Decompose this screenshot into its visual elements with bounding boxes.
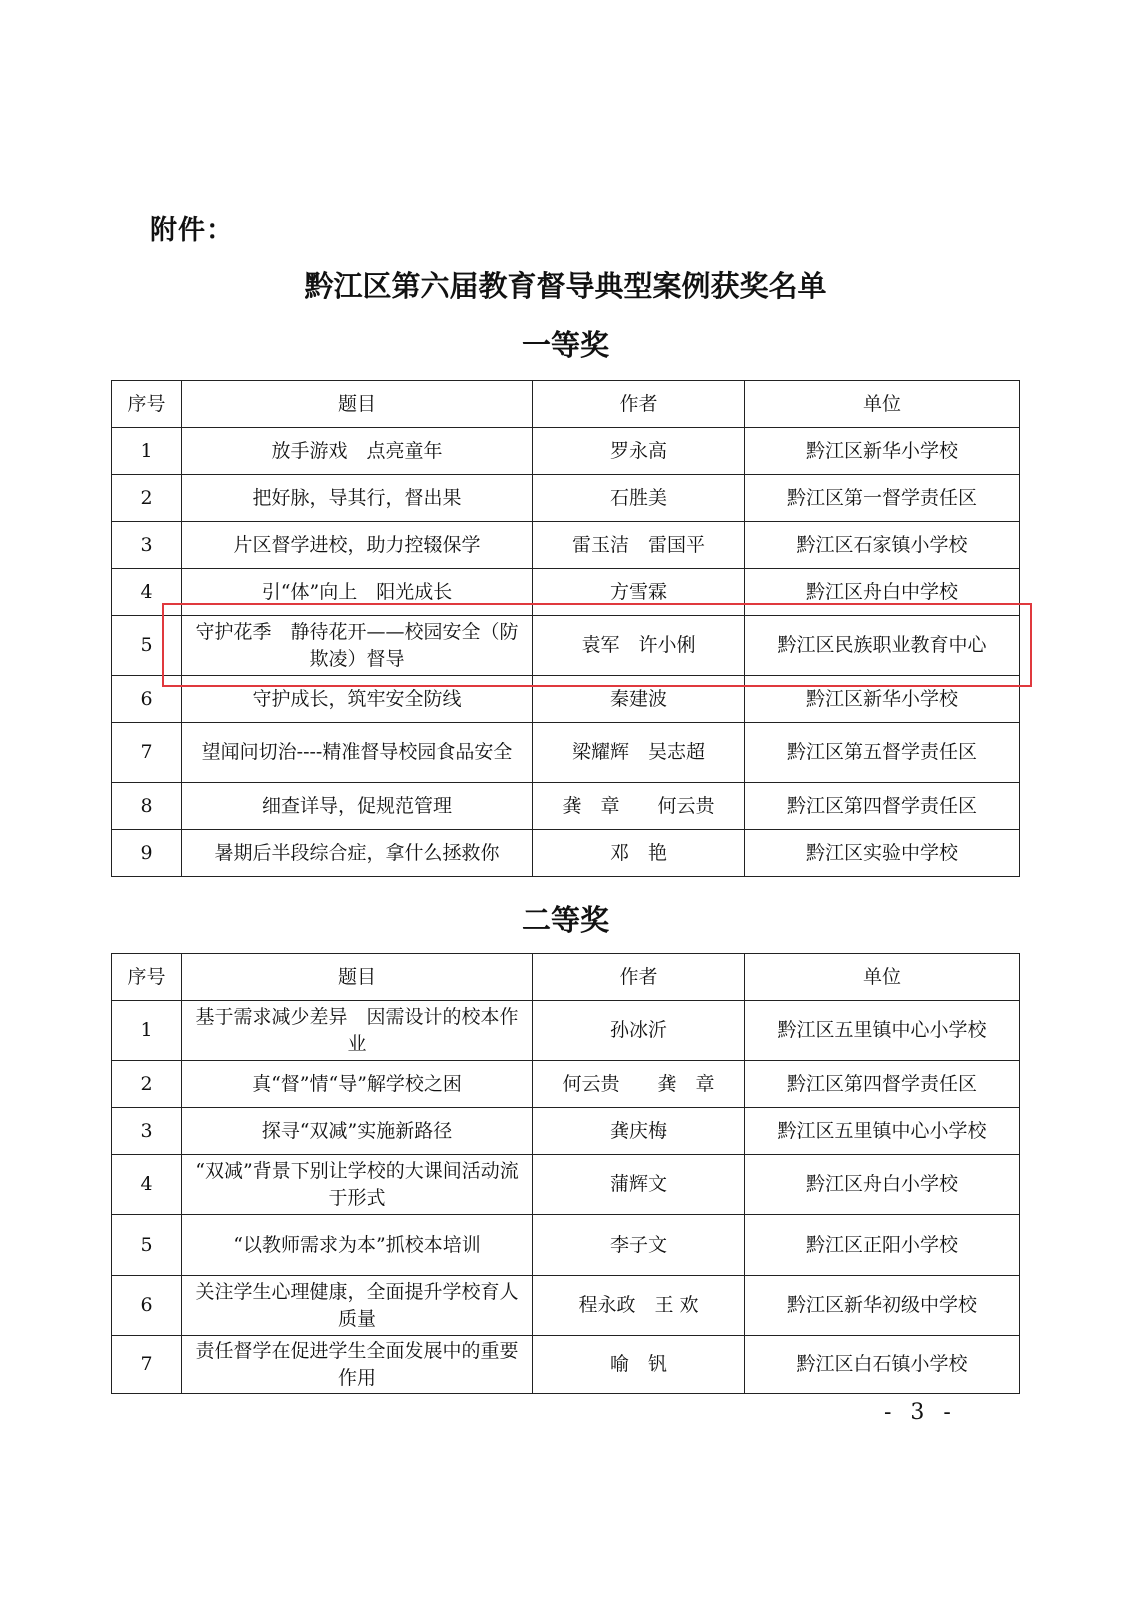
table-header-row xyxy=(112,954,1020,1001)
row-title: 关注学生心理健康，全面提升学校育人质量 xyxy=(182,1276,533,1336)
row-unit: 黔江区新华小学校 xyxy=(745,428,1020,475)
row-title: 细查详导，促规范管理 xyxy=(182,783,533,830)
table-row xyxy=(112,1215,1020,1276)
row-author: 李子文 xyxy=(533,1215,745,1276)
row-unit: 黔江区第五督学责任区 xyxy=(745,723,1020,783)
header-title: 题目 xyxy=(182,381,533,428)
row-unit: 黔江区正阳小学校 xyxy=(745,1215,1020,1276)
table-row xyxy=(112,1276,1020,1336)
row-unit: 黔江区第一督学责任区 xyxy=(745,475,1020,522)
row-unit: 黔江区舟白中学校 xyxy=(745,569,1020,616)
table-row xyxy=(112,830,1020,877)
row-unit: 黔江区民族职业教育中心 xyxy=(745,616,1020,676)
header-no: 序号 xyxy=(112,954,182,1001)
row-title: 探寻“双减”实施新路径 xyxy=(182,1108,533,1155)
row-author: 袁军 许小俐 xyxy=(533,616,745,676)
row-author: 龚 章 何云贵 xyxy=(533,783,745,830)
row-author: 蒲辉文 xyxy=(533,1155,745,1215)
row-author: 邓 艳 xyxy=(533,830,745,877)
row-author: 方雪霖 xyxy=(533,569,745,616)
row-unit: 黔江区新华小学校 xyxy=(745,676,1020,723)
header-title: 题目 xyxy=(182,954,533,1001)
row-author: 龚庆梅 xyxy=(533,1108,745,1155)
row-unit: 黔江区五里镇中心小学校 xyxy=(745,1001,1020,1061)
row-title: 放手游戏 点亮童年 xyxy=(182,428,533,475)
table-row xyxy=(112,1001,1020,1061)
row-title: 引“体”向上 阳光成长 xyxy=(182,569,533,616)
page-number: - 3 - xyxy=(884,1400,957,1425)
row-author: 罗永高 xyxy=(533,428,745,475)
row-title: “以教师需求为本”抓校本培训 xyxy=(182,1215,533,1276)
row-no: 6 xyxy=(112,1276,182,1336)
table-row xyxy=(112,723,1020,783)
table-row xyxy=(112,522,1020,569)
row-unit: 黔江区实验中学校 xyxy=(745,830,1020,877)
row-title: 把好脉，导其行，督出果 xyxy=(182,475,533,522)
row-no: 5 xyxy=(112,1215,182,1276)
row-no: 1 xyxy=(112,1001,182,1061)
row-author: 何云贵 龚 章 xyxy=(533,1061,745,1108)
row-no: 7 xyxy=(112,1336,182,1394)
row-title: 片区督学进校，助力控辍保学 xyxy=(182,522,533,569)
row-no: 3 xyxy=(112,522,182,569)
row-no: 3 xyxy=(112,1108,182,1155)
row-title: 真“督”情“导”解学校之困 xyxy=(182,1061,533,1108)
table-row xyxy=(112,569,1020,616)
row-author: 程永政 王 欢 xyxy=(533,1276,745,1336)
row-title: 守护花季 静待花开——校园安全（防欺凌）督导 xyxy=(182,616,533,676)
header-unit: 单位 xyxy=(745,381,1020,428)
row-author: 石胜美 xyxy=(533,475,745,522)
row-no: 5 xyxy=(112,616,182,676)
row-title: 望闻问切治----精准督导校园食品安全 xyxy=(182,723,533,783)
row-unit: 黔江区五里镇中心小学校 xyxy=(745,1108,1020,1155)
header-author: 作者 xyxy=(533,381,745,428)
table-row xyxy=(112,1155,1020,1215)
header-unit: 单位 xyxy=(745,954,1020,1001)
row-unit: 黔江区石家镇小学校 xyxy=(745,522,1020,569)
row-no: 1 xyxy=(112,428,182,475)
table-row xyxy=(112,783,1020,830)
table-row xyxy=(112,1336,1020,1394)
row-title: “双减”背景下别让学校的大课间活动流于形式 xyxy=(182,1155,533,1215)
row-author: 雷玉洁 雷国平 xyxy=(533,522,745,569)
row-no: 2 xyxy=(112,475,182,522)
row-title: 守护成长，筑牢安全防线 xyxy=(182,676,533,723)
table-header-row xyxy=(112,381,1020,428)
row-author: 孙冰沂 xyxy=(533,1001,745,1061)
table-row xyxy=(112,676,1020,723)
row-unit: 黔江区新华初级中学校 xyxy=(745,1276,1020,1336)
section-title-second-prize: 二等奖 xyxy=(521,903,609,937)
row-unit: 黔江区第四督学责任区 xyxy=(745,783,1020,830)
row-title: 暑期后半段综合症，拿什么拯救你 xyxy=(182,830,533,877)
table-row xyxy=(112,616,1020,676)
row-author: 喻 钒 xyxy=(533,1336,745,1394)
table-row xyxy=(112,428,1020,475)
table-row xyxy=(112,1108,1020,1155)
row-no: 4 xyxy=(112,569,182,616)
row-author: 秦建波 xyxy=(533,676,745,723)
header-author: 作者 xyxy=(533,954,745,1001)
row-title: 责任督学在促进学生全面发展中的重要作用 xyxy=(182,1336,533,1394)
row-no: 7 xyxy=(112,723,182,783)
section-title-first-prize: 一等奖 xyxy=(521,328,609,362)
row-no: 6 xyxy=(112,676,182,723)
row-unit: 黔江区白石镇小学校 xyxy=(745,1336,1020,1394)
row-unit: 黔江区舟白小学校 xyxy=(745,1155,1020,1215)
attachment-label: 附件： xyxy=(150,215,234,246)
header-no: 序号 xyxy=(112,381,182,428)
row-title: 基于需求减少差异 因需设计的校本作业 xyxy=(182,1001,533,1061)
first-prize-table xyxy=(111,380,1020,877)
row-no: 2 xyxy=(112,1061,182,1108)
document-title: 黔江区第六届教育督导典型案例获奖名单 xyxy=(304,269,827,303)
row-unit: 黔江区第四督学责任区 xyxy=(745,1061,1020,1108)
table-row xyxy=(112,1061,1020,1108)
row-no: 8 xyxy=(112,783,182,830)
row-author: 梁耀辉 吴志超 xyxy=(533,723,745,783)
second-prize-table xyxy=(111,953,1020,1394)
row-no: 4 xyxy=(112,1155,182,1215)
table-row xyxy=(112,475,1020,522)
row-no: 9 xyxy=(112,830,182,877)
